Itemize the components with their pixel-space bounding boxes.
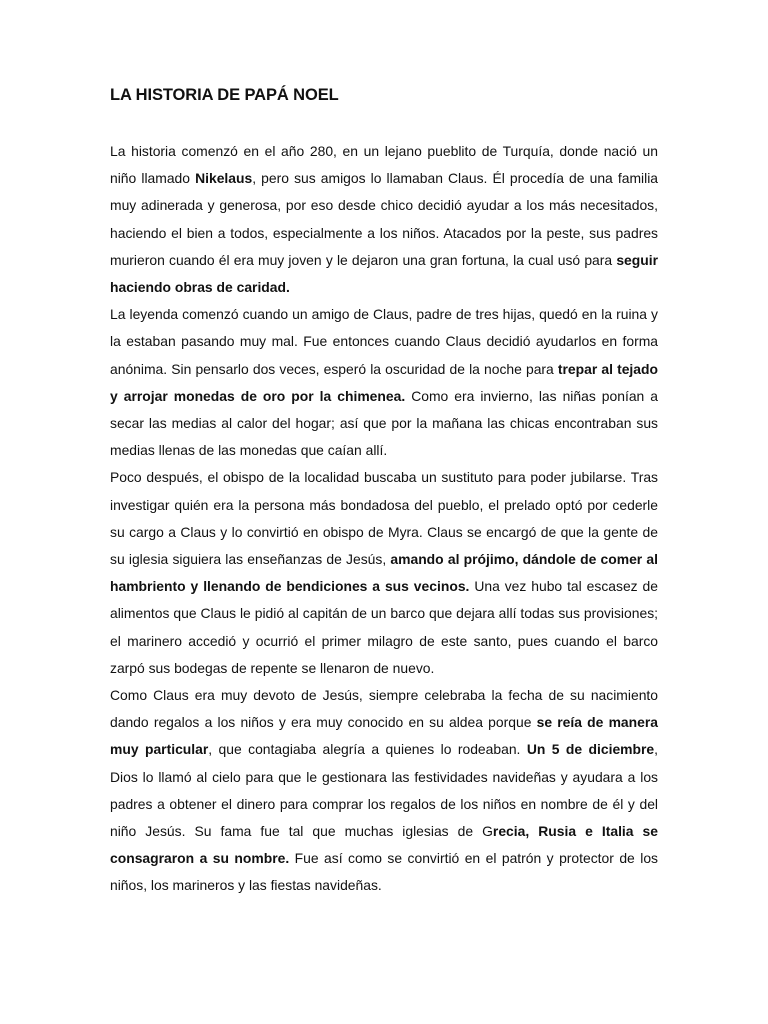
text-segment: La leyenda comenzó cuando un amigo de Claus, padre de tres hijas, quedó en la ruina y la estaban pasando muy mal. Fue entonces cuando Claus decidió ayudarlos en forma anónima. Sin pensarlo dos veces, esperó la oscuridad de la noche para	[110, 306, 658, 377]
paragraph	[110, 464, 658, 682]
text-segment: Como Claus era muy devoto de Jesús, siempre celebraba la fecha de su nacimiento dando regalos a los niños y era muy conocido en su aldea porque	[110, 687, 658, 731]
bold-text-segment: Nikelaus	[195, 170, 253, 187]
text-segment: Fue así como se convirtió en el patrón y protector de los niños, los marineros y las fiestas navideñas.	[110, 850, 658, 894]
text-segment: Como era invierno, las niñas ponían a secar las medias al calor del hogar; así que por la mañana las chicas encontraban sus medias llenas de las monedas que caían allí.	[110, 387, 658, 459]
text-segment: Poco después, el obispo de la localidad buscaba un sustituto para poder jubilarse. Tras investigar quién era la persona más bondadosa del pueblo, el prelado optó por cederle su cargo a Claus y lo convirtió en obispo de Myra. Claus se encargó de que la gente de su iglesia siguiera las enseñanzas de Jesús,	[110, 469, 658, 568]
text-segment: , Dios lo llamó al cielo para que le gestionara las festividades navideñas y ayudara a los padres a obtener el dinero para comprar los regalos de los niños en nombre de él y del niño Jesús. Su fama fue tal que muchas iglesias de G	[110, 741, 658, 840]
bold-text-segment: se reía de manera muy particular	[110, 714, 658, 758]
bold-text-segment: Un 5 de diciembre	[526, 741, 655, 758]
document-body	[110, 138, 658, 900]
bold-text-segment: trepar al tejado y arrojar monedas de oro por la chimenea.	[110, 360, 658, 404]
text-segment: , que contagiaba alegría a quienes lo rodeaban.	[208, 741, 527, 758]
bold-text-segment: recia, Rusia e Italia se consagraron a su nombre.	[110, 823, 658, 867]
paragraph	[110, 138, 658, 301]
paragraph	[110, 301, 658, 464]
paragraph	[110, 682, 658, 900]
document-title: LA HISTORIA DE PAPÁ NOEL	[110, 86, 339, 104]
text-segment: La historia comenzó en el año 280, en un lejano pueblito de Turquía, donde nació un niño llamado	[110, 143, 658, 187]
bold-text-segment: amando al prójimo, dándole de comer al hambriento y llenando de bendiciones a sus vecinos.	[110, 551, 658, 595]
bold-text-segment: seguir haciendo obras de caridad.	[110, 251, 658, 296]
text-segment: Una vez hubo tal escasez de alimentos que Claus le pidió al capitán de un barco que dejara allí todas sus provisiones; el marinero accedió y ocurrió el primer milagro de este santo, pues cuando el barco zarpó sus bodegas de repente se llenaron de nuevo.	[110, 578, 658, 676]
text-segment: , pero sus amigos lo llamaban Claus. Él procedía de una familia muy adinerada y generosa, por eso desde chico decidió ayudar a los más necesitados, haciendo el bien a todos, especialmente a los niños. Atacados por la peste, sus padres murieron cuando él era muy joven y le dejaron una gran fortuna, la cual usó para	[110, 170, 659, 268]
